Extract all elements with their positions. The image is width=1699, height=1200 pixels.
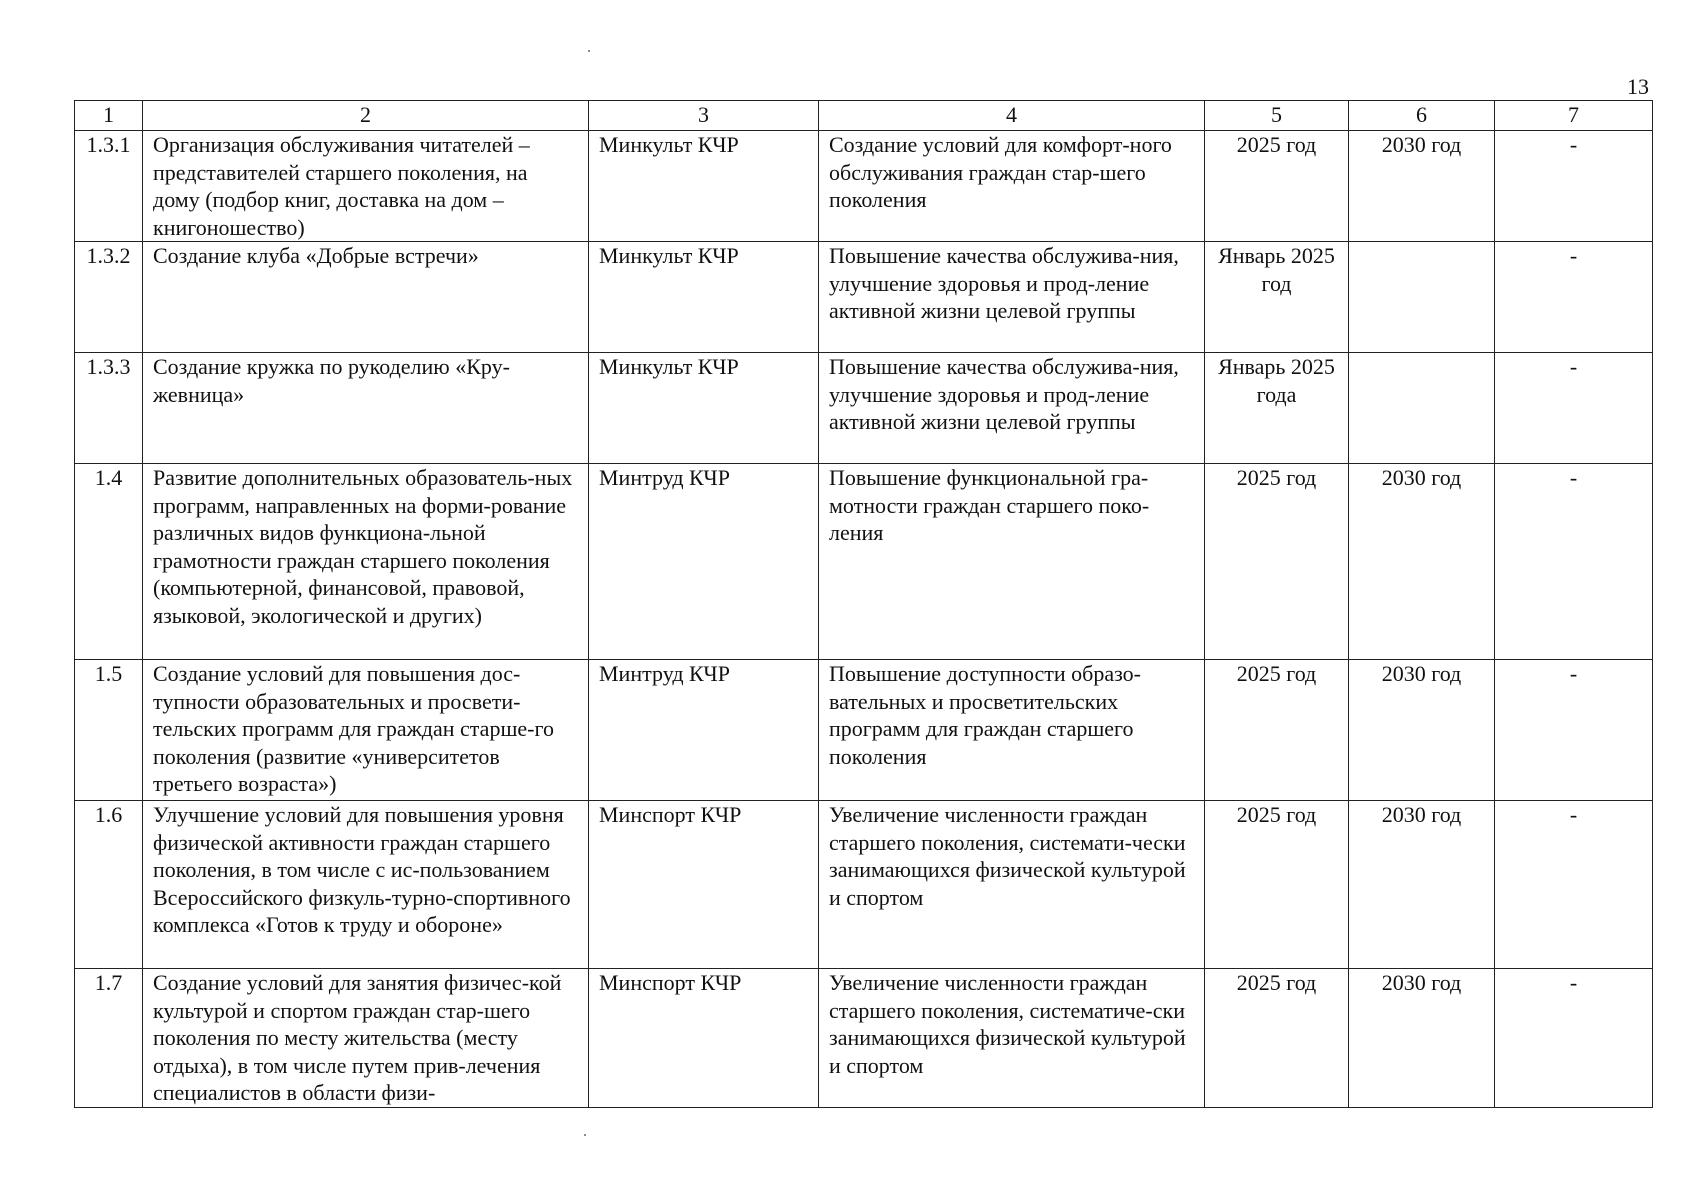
end-date-cell: 2030 год xyxy=(1349,464,1495,660)
header-cell: 3 xyxy=(589,101,819,131)
scan-speck xyxy=(588,50,590,52)
executor-cell: Минспорт КЧР xyxy=(589,969,819,1108)
executor-cell: Минспорт КЧР xyxy=(589,801,819,969)
table-row xyxy=(75,464,1653,660)
end-date-cell: 2030 год xyxy=(1349,660,1495,801)
header-cell: 1 xyxy=(75,101,143,131)
result-cell: Повышение функциональной гра-мотности граждан старшего поко-ления xyxy=(819,464,1205,660)
table-header-row xyxy=(75,101,1653,131)
row-number: 1.3.2 xyxy=(75,242,143,353)
event-cell: Организация обслуживания читателей – представителей старшего поколения, на дому (подбор книг, доставка на дом – книгоношество) xyxy=(143,131,589,242)
table-row xyxy=(75,353,1653,464)
table-row xyxy=(75,969,1653,1108)
header-cell: 6 xyxy=(1349,101,1495,131)
end-date-cell: 2030 год xyxy=(1349,969,1495,1108)
start-date-cell: 2025 год xyxy=(1205,464,1349,660)
event-cell: Создание условий для повышения дос-тупности образовательных и просвети-тельских программ для граждан старше-го поколения (развитие «университетов третьего возраста») xyxy=(143,660,589,801)
event-cell: Создание условий для занятия физичес-кой культурой и спортом граждан стар-шего поколения по месту жительства (месту отдыха), в том числе путем прив-лечения специалистов в области физи- xyxy=(143,969,589,1108)
finance-cell: - xyxy=(1495,801,1653,969)
executor-cell: Минтруд КЧР xyxy=(589,464,819,660)
finance-cell: - xyxy=(1495,353,1653,464)
start-date-cell: 2025 год xyxy=(1205,801,1349,969)
page-number: 13 xyxy=(1627,74,1649,99)
result-cell: Создание условий для комфорт-ного обслуживания граждан стар-шего поколения xyxy=(819,131,1205,242)
row-number: 1.3.3 xyxy=(75,353,143,464)
result-cell: Повышение доступности образо-вательных и просветительских программ для граждан старшего поколения xyxy=(819,660,1205,801)
end-date-cell xyxy=(1349,242,1495,353)
finance-cell: - xyxy=(1495,464,1653,660)
end-date-cell: 2030 год xyxy=(1349,131,1495,242)
finance-cell: - xyxy=(1495,660,1653,801)
event-cell: Создание клуба «Добрые встречи» xyxy=(143,242,589,353)
row-number: 1.3.1 xyxy=(75,131,143,242)
action-plan-table xyxy=(74,100,1653,1108)
finance-cell: - xyxy=(1495,242,1653,353)
result-cell: Увеличение численности граждан старшего поколения, систематиче-ски занимающихся физической культурой и спортом xyxy=(819,969,1205,1108)
finance-cell: - xyxy=(1495,969,1653,1108)
table-row xyxy=(75,801,1653,969)
executor-cell: Минтруд КЧР xyxy=(589,660,819,801)
start-date-cell: 2025 год xyxy=(1205,969,1349,1108)
header-cell: 2 xyxy=(143,101,589,131)
row-number: 1.7 xyxy=(75,969,143,1108)
header-cell: 7 xyxy=(1495,101,1653,131)
end-date-cell xyxy=(1349,353,1495,464)
result-cell: Повышение качества обслужива-ния, улучшение здоровья и прод-ление активной жизни целевой группы xyxy=(819,353,1205,464)
table-row xyxy=(75,131,1653,242)
start-date-cell: 2025 год xyxy=(1205,131,1349,242)
header-cell: 5 xyxy=(1205,101,1349,131)
event-cell: Создание кружка по рукоделию «Кру-жевница» xyxy=(143,353,589,464)
end-date-cell: 2030 год xyxy=(1349,801,1495,969)
result-cell: Повышение качества обслужива-ния, улучшение здоровья и прод-ление активной жизни целевой группы xyxy=(819,242,1205,353)
row-number: 1.4 xyxy=(75,464,143,660)
start-date-cell: Январь 2025 года xyxy=(1205,353,1349,464)
event-cell: Развитие дополнительных образователь-ных программ, направленных на форми-рование различных видов функциона-льной грамотности граждан старшего поколения (компьютерной, финансовой, правовой, языковой, экологической и других) xyxy=(143,464,589,660)
finance-cell: - xyxy=(1495,131,1653,242)
header-cell: 4 xyxy=(819,101,1205,131)
result-cell: Увеличение численности граждан старшего поколения, системати-чески занимающихся физической культурой и спортом xyxy=(819,801,1205,969)
start-date-cell: Январь 2025 год xyxy=(1205,242,1349,353)
event-cell: Улучшение условий для повышения уровня физической активности граждан старшего поколения, в том числе с ис-пользованием Всероссийского физкуль-турно-спортивного комплекса «Готов к труду и обороне» xyxy=(143,801,589,969)
executor-cell: Минкульт КЧР xyxy=(589,131,819,242)
start-date-cell: 2025 год xyxy=(1205,660,1349,801)
row-number: 1.5 xyxy=(75,660,143,801)
executor-cell: Минкульт КЧР xyxy=(589,242,819,353)
table-row xyxy=(75,660,1653,801)
executor-cell: Минкульт КЧР xyxy=(589,353,819,464)
table-row xyxy=(75,242,1653,353)
scan-speck xyxy=(584,1134,586,1136)
row-number: 1.6 xyxy=(75,801,143,969)
